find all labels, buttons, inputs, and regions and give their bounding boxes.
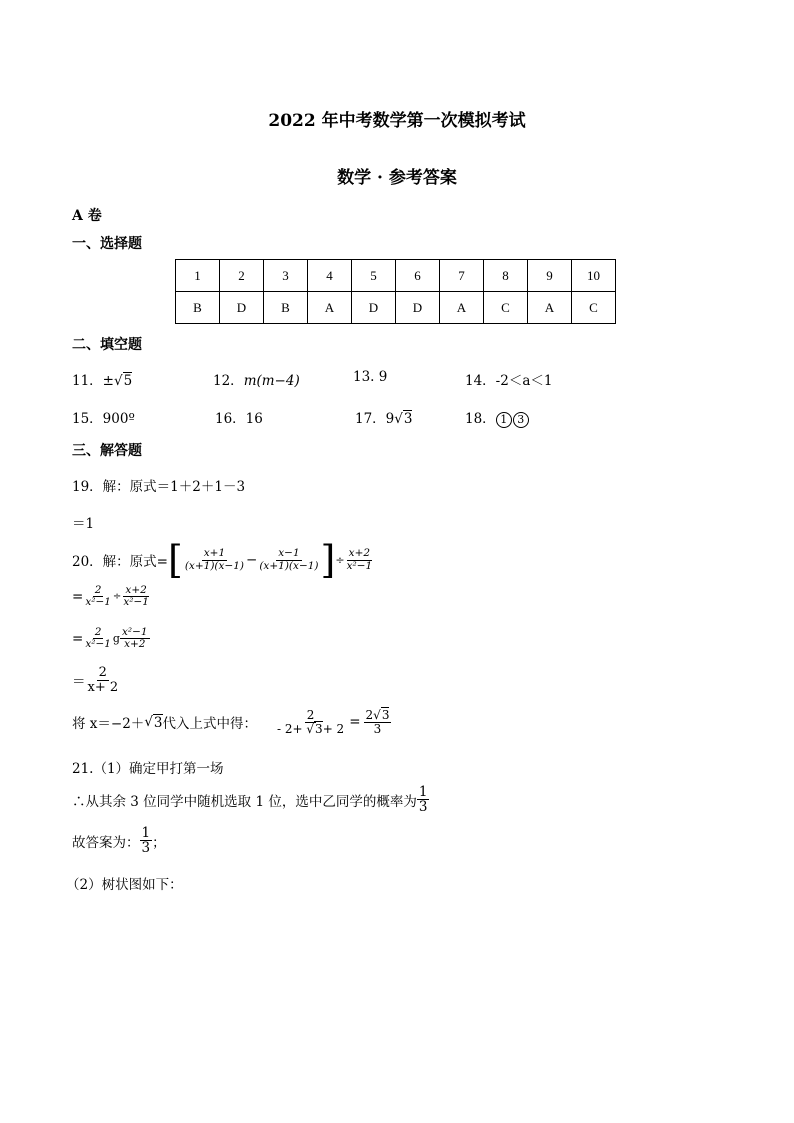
table-cell: 4 [308, 260, 352, 292]
denominator: x²−1 [123, 596, 149, 609]
text: 2 [365, 708, 374, 722]
fraction [86, 666, 121, 694]
sqrt-sign: √ [306, 721, 315, 736]
fraction [257, 548, 320, 571]
q20-prefix: 20．解：原式= [72, 554, 168, 570]
fill-answer-16: 16．16 [215, 411, 263, 427]
q21-line1: 21.（1）确定甲打第一场 [72, 761, 224, 777]
equals: = [72, 630, 84, 647]
q19-line1: 19．解：原式＝1＋2＋1－3 [72, 479, 246, 495]
equals: = [72, 588, 84, 605]
fill-answer-12 [213, 369, 300, 389]
q20-line4 [72, 666, 120, 694]
circled-number: 3 [513, 412, 529, 428]
table-cell: 8 [484, 260, 528, 292]
document-subtitle: 数学 · 参考答案 [337, 168, 457, 188]
fill-answer-11 [72, 369, 132, 389]
section-fill-heading: 二、填空题 [72, 337, 142, 353]
denominator: x²−1 [85, 596, 111, 609]
fraction [83, 627, 113, 650]
text: 将 x＝−2＋ [72, 716, 145, 733]
denominator: 3 [418, 799, 428, 816]
table-cell: D [396, 292, 440, 324]
table-cell: C [572, 292, 616, 324]
answer-label: 17．9 [355, 411, 395, 427]
text: 故答案为： [72, 834, 140, 851]
q19-line2: ＝1 [72, 516, 95, 532]
q20-line1 [72, 540, 374, 580]
table-cell: 9 [528, 260, 572, 292]
sqrt-sign: √ [114, 373, 123, 389]
table-cell: B [264, 292, 308, 324]
table-cell: B [176, 292, 220, 324]
table-cell: A [440, 292, 484, 324]
fill-answer-17 [355, 407, 412, 427]
fraction [345, 548, 375, 571]
numerator: 2 [306, 708, 315, 722]
fraction [417, 785, 430, 814]
table-cell: 2 [220, 260, 264, 292]
section-solve-heading: 三、解答题 [72, 443, 142, 459]
table-cell: 7 [440, 260, 484, 292]
choice-answer-table [175, 259, 616, 324]
radicand: 3 [403, 411, 413, 427]
q21-line3 [72, 826, 166, 855]
table-cell: 6 [396, 260, 440, 292]
document-title: 2022 年中考数学第一次模拟考试 [268, 111, 526, 131]
fraction [140, 826, 153, 855]
radicand: 3 [315, 721, 323, 736]
fill-answer-18 [465, 407, 530, 428]
q20-line2 [72, 585, 151, 608]
numerator: x−1 [278, 547, 300, 560]
q20-line3 [72, 627, 150, 650]
denominator: 3 [373, 721, 382, 736]
equals: ＝ [72, 674, 86, 691]
denominator: (x+1)(x−1) [259, 559, 319, 572]
sqrt-sign: √ [394, 411, 403, 427]
fraction [83, 585, 113, 608]
numerator: 2 [94, 626, 102, 638]
sqrt-sign: √ [373, 708, 381, 722]
numerator [364, 709, 392, 723]
right-bracket: ] [320, 538, 336, 582]
fraction [364, 709, 392, 735]
text: ； [152, 834, 166, 851]
radicand: 3 [153, 714, 163, 731]
table-cell: 10 [572, 260, 616, 292]
numerator: x+2 [125, 584, 147, 596]
radicand: 3 [381, 708, 390, 722]
table-cell: A [308, 292, 352, 324]
numerator: 1 [418, 784, 428, 800]
table-cell: C [484, 292, 528, 324]
answer-label: 12． [213, 373, 244, 389]
denominator: (x+1)(x−1) [184, 559, 245, 572]
table-row-numbers [176, 260, 616, 292]
table-cell: 1 [176, 260, 220, 292]
denominator: x+ 2 [87, 679, 119, 695]
table-cell: 3 [264, 260, 308, 292]
answer-label: 11．± [72, 373, 114, 389]
text: - 2+ [277, 721, 307, 736]
operator: − [246, 552, 258, 568]
table-cell: D [352, 292, 396, 324]
fill-answer-13: 13. 9 [353, 369, 388, 385]
text: + 2 [322, 721, 345, 736]
fraction [121, 585, 151, 608]
answer-label: 18． [465, 411, 496, 427]
fill-answer-14: 14．-2＜a＜1 [465, 373, 553, 389]
operator: ÷ [335, 553, 345, 567]
table-cell: 5 [352, 260, 396, 292]
fraction [183, 548, 246, 571]
q21-line2 [72, 785, 429, 814]
q20-line5 [72, 709, 391, 735]
fraction [120, 627, 150, 650]
q21-line4: （2）树状图如下： [66, 877, 183, 893]
numerator: 2 [98, 665, 107, 680]
section-a-heading: A 卷 [72, 208, 102, 224]
operator: ÷ [112, 591, 122, 603]
section-choice-heading: 一、选择题 [72, 236, 142, 252]
operator: g [112, 632, 120, 646]
table-row-answers [176, 292, 616, 324]
numerator: 2 [94, 584, 102, 596]
table-cell: A [528, 292, 572, 324]
math-expression: m(m−4) [243, 373, 300, 389]
denominator [275, 723, 346, 736]
text: 代入上式中得： [162, 716, 258, 733]
equals: = [349, 714, 361, 731]
denominator: 3 [141, 840, 151, 857]
fill-answer-15: 15．900º [72, 411, 135, 427]
left-bracket: [ [168, 538, 183, 582]
numerator: x²−1 [121, 626, 148, 638]
denominator: x+2 [124, 638, 146, 651]
sqrt-sign: √ [144, 714, 153, 731]
fraction [275, 709, 346, 735]
radicand: 5 [123, 373, 133, 389]
table-cell: D [220, 292, 264, 324]
text: ∴从其余 3 位同学中随机选取 1 位，选中乙同学的概率为 [72, 793, 417, 810]
circled-number: 1 [496, 412, 512, 428]
numerator: x+2 [348, 547, 371, 560]
numerator: x+1 [203, 547, 226, 560]
numerator: 1 [141, 825, 151, 841]
denominator: x²−1 [346, 559, 373, 572]
denominator: x²−1 [85, 638, 111, 651]
